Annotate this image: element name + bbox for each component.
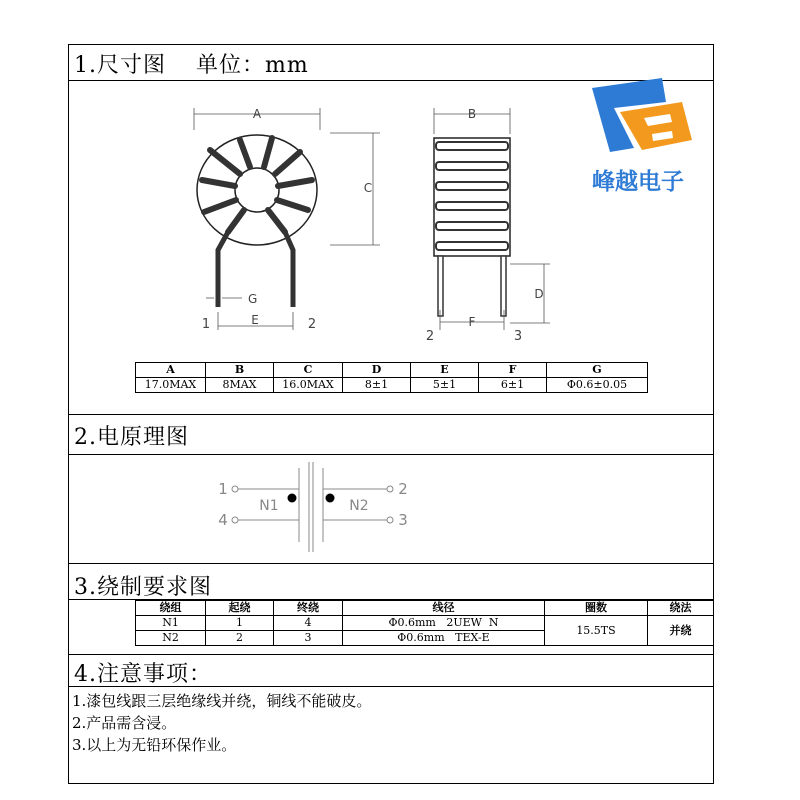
start-cell: 1 — [206, 616, 274, 631]
header-cell: 起绕 — [206, 601, 274, 616]
logo-company-name: 峰越电子 — [592, 169, 684, 195]
section-4-title: 4.注意事项： — [74, 662, 212, 687]
end-cell: 3 — [274, 631, 343, 646]
winding-n1-label: N1 — [259, 498, 279, 514]
header-cell: 终绕 — [274, 601, 343, 616]
schematic-pin-3: 3 — [398, 511, 408, 529]
unit-label: 单位：mm — [196, 53, 309, 78]
header-cell: C — [274, 363, 343, 378]
pin-2b-label: 2 — [425, 329, 435, 344]
winding-table — [135, 600, 714, 646]
wire-cell: Φ0.6mm TEX-E — [343, 631, 545, 646]
value-cell: 6±1 — [479, 378, 547, 393]
winding-n2-label: N2 — [349, 498, 369, 514]
pin-2-label: 2 — [307, 317, 317, 332]
dimension-table-row — [136, 378, 648, 393]
turns-cell: 15.5TS — [545, 616, 648, 646]
toroid-front-view — [180, 100, 400, 335]
toroid-side-view — [418, 100, 558, 345]
note-item: 2.产品需含浸。 — [72, 714, 177, 732]
dim-C-label: C — [363, 181, 373, 195]
note-item: 3.以上为无铅环保作业。 — [72, 736, 237, 754]
end-cell: 4 — [274, 616, 343, 631]
schematic-pin-2: 2 — [398, 480, 408, 498]
dim-D-label: D — [534, 287, 544, 301]
value-cell: 5±1 — [411, 378, 479, 393]
dim-A-label: A — [252, 107, 262, 121]
header-cell: G — [547, 363, 648, 378]
dim-G-label: G — [248, 292, 258, 306]
method-cell: 并绕 — [648, 616, 714, 646]
company-logo — [580, 76, 700, 196]
start-cell: 2 — [206, 631, 274, 646]
polarity-dot-n2 — [326, 494, 335, 503]
winding-table-header — [136, 601, 714, 616]
section-1-heading: 1.尺寸图 — [74, 53, 166, 78]
header-cell: A — [136, 363, 206, 378]
section-3-title: 3.绕制要求图 — [74, 575, 212, 600]
winding-cell: N1 — [136, 616, 206, 631]
note-item: 1.漆包线跟三层绝缘线并绕，铜线不能破皮。 — [72, 692, 372, 710]
divider — [68, 654, 714, 655]
section-1-title — [74, 48, 309, 79]
dimension-table — [135, 362, 648, 393]
header-cell: 圈数 — [545, 601, 648, 616]
pin-1-label: 1 — [201, 317, 211, 332]
schematic-pin-4: 4 — [218, 511, 228, 529]
header-cell: 绕法 — [648, 601, 714, 616]
wire-cell: Φ0.6mm 2UEW N — [343, 616, 545, 631]
section-2-title: 2.电原理图 — [74, 425, 189, 450]
schematic-pin-1: 1 — [218, 480, 228, 498]
divider — [68, 414, 714, 415]
winding-cell: N2 — [136, 631, 206, 646]
value-cell: 8MAX — [206, 378, 274, 393]
value-cell: 16.0MAX — [274, 378, 343, 393]
dim-E-label: E — [251, 313, 259, 327]
header-cell: 绕组 — [136, 601, 206, 616]
header-cell: B — [206, 363, 274, 378]
schematic-diagram — [215, 458, 415, 558]
value-cell: 17.0MAX — [136, 378, 206, 393]
dim-F-label: F — [468, 315, 476, 329]
header-cell: D — [343, 363, 411, 378]
header-cell: 线径 — [343, 601, 545, 616]
winding-table-row — [136, 616, 714, 631]
value-cell: Φ0.6±0.05 — [547, 378, 648, 393]
header-cell: F — [479, 363, 547, 378]
polarity-dot-n1 — [288, 494, 297, 503]
divider — [68, 454, 714, 455]
divider — [68, 563, 714, 564]
value-cell: 8±1 — [343, 378, 411, 393]
dimension-table-header — [136, 363, 648, 378]
logo-mark — [592, 78, 692, 152]
pin-3-label: 3 — [513, 329, 523, 344]
header-cell: E — [411, 363, 479, 378]
dim-B-label: B — [467, 107, 477, 121]
